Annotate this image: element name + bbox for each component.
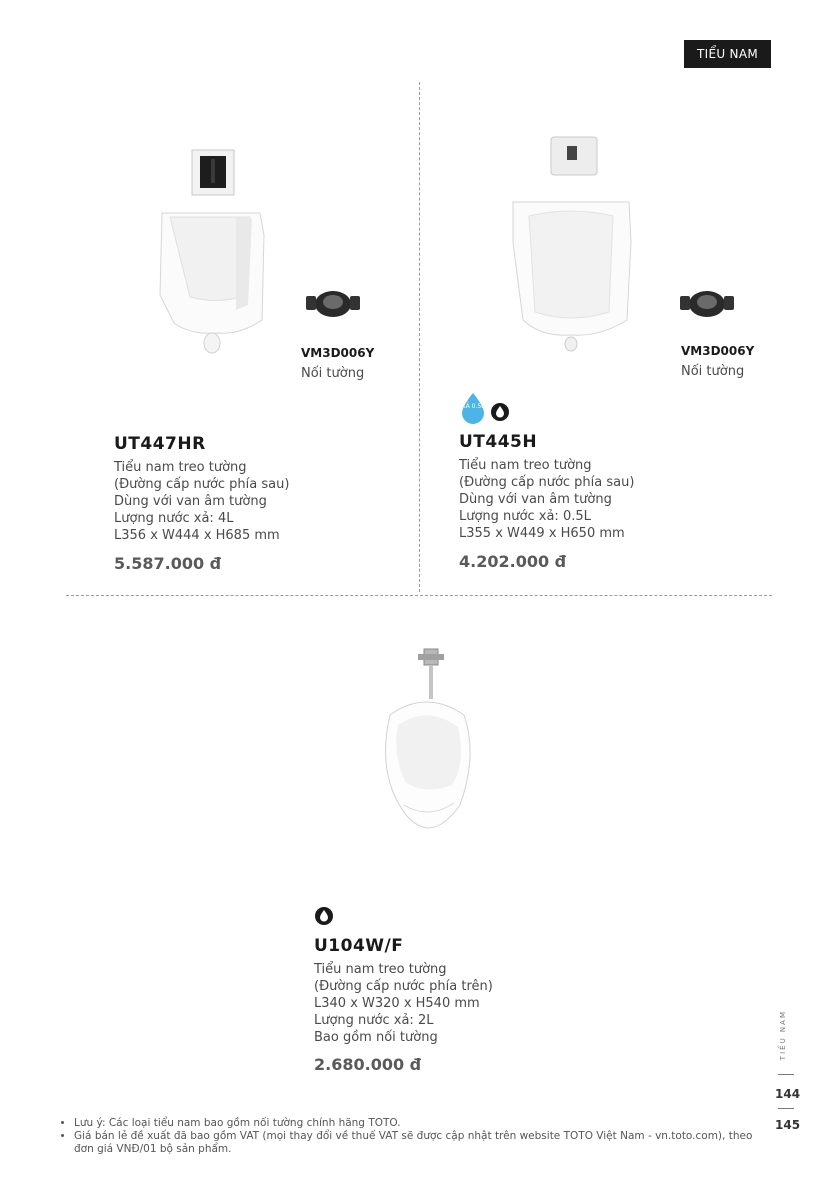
desc-line: (Đường cấp nước phía sau) [459,475,635,490]
product-description-ut447hr [114,459,289,544]
footnote: • Lưu ý: Các loại tiểu nam bao gồm nối tường chính hãng TOTO. [74,1117,774,1130]
desc-line: L355 x W449 x H650 mm [459,526,625,541]
desc-line: (Đường cấp nước phía sau) [114,477,290,492]
page-number-right: 145 [775,1118,801,1132]
product-description-u104wf [314,961,493,1046]
desc-line: (Đường cấp nước phía trên) [314,979,493,994]
product-description-ut445h [459,457,634,542]
desc-line: Tiểu nam treo tường [459,458,592,473]
flush-badge-text: XẢ 0.5L [461,403,485,410]
horizontal-divider [66,595,772,596]
desc-line: Lượng nước xả: 2L [314,1013,434,1028]
side-section-label: TIỂU NAM [779,1010,787,1061]
product-price-u104wf: 2.680.000 đ [314,1055,422,1074]
eco-drop-icon [490,402,510,422]
footnote: • Giá bán lẻ đề xuất đã bao gồm VAT (mọi thay đổi về thuế VAT sẽ được cập nhật trên website TOTO Việt Nam - vn.toto.com), theo đơn giá VNĐ/01 bộ sản phẩm. [74,1130,774,1156]
product-price-ut447hr: 5.587.000 đ [114,554,222,573]
ut445h-image [505,132,637,357]
vm3d006y-image-2 [676,282,738,322]
desc-line: Bao gồm nối tường [314,1030,438,1045]
desc-line: Lượng nước xả: 4L [114,511,234,526]
accessory-label-2: Nối tường [681,364,745,379]
eco-drop-icon [314,906,334,926]
product-code-ut445h: UT445H [459,432,538,452]
product-code-ut447hr: UT447HR [114,434,206,454]
accessory-label-1: Nối tường [301,366,365,381]
page-tick [778,1074,794,1075]
page-tick [778,1108,794,1109]
desc-line: Tiểu nam treo tường [314,962,447,977]
desc-line: Dùng với van âm tường [459,492,612,507]
desc-line: L356 x W444 x H685 mm [114,528,280,543]
product-code-u104wf: U104W/F [314,936,404,956]
vertical-divider [419,82,420,592]
desc-line: Lượng nước xả: 0.5L [459,509,591,524]
category-tag: TIỂU NAM [684,40,771,68]
vm3d006y-image-1 [302,282,364,322]
page-number-left: 144 [775,1087,801,1101]
desc-line: Dùng với van âm tường [114,494,267,509]
desc-line: Tiểu nam treo tường [114,460,247,475]
u104wf-image [368,645,483,845]
product-price-ut445h: 4.202.000 đ [459,552,567,571]
accessory-code-2: VM3D006Y [681,344,755,358]
accessory-code-1: VM3D006Y [301,346,375,360]
ut447hr-image [150,145,270,360]
desc-line: L340 x W320 x H540 mm [314,996,480,1011]
footnotes [62,1117,774,1156]
